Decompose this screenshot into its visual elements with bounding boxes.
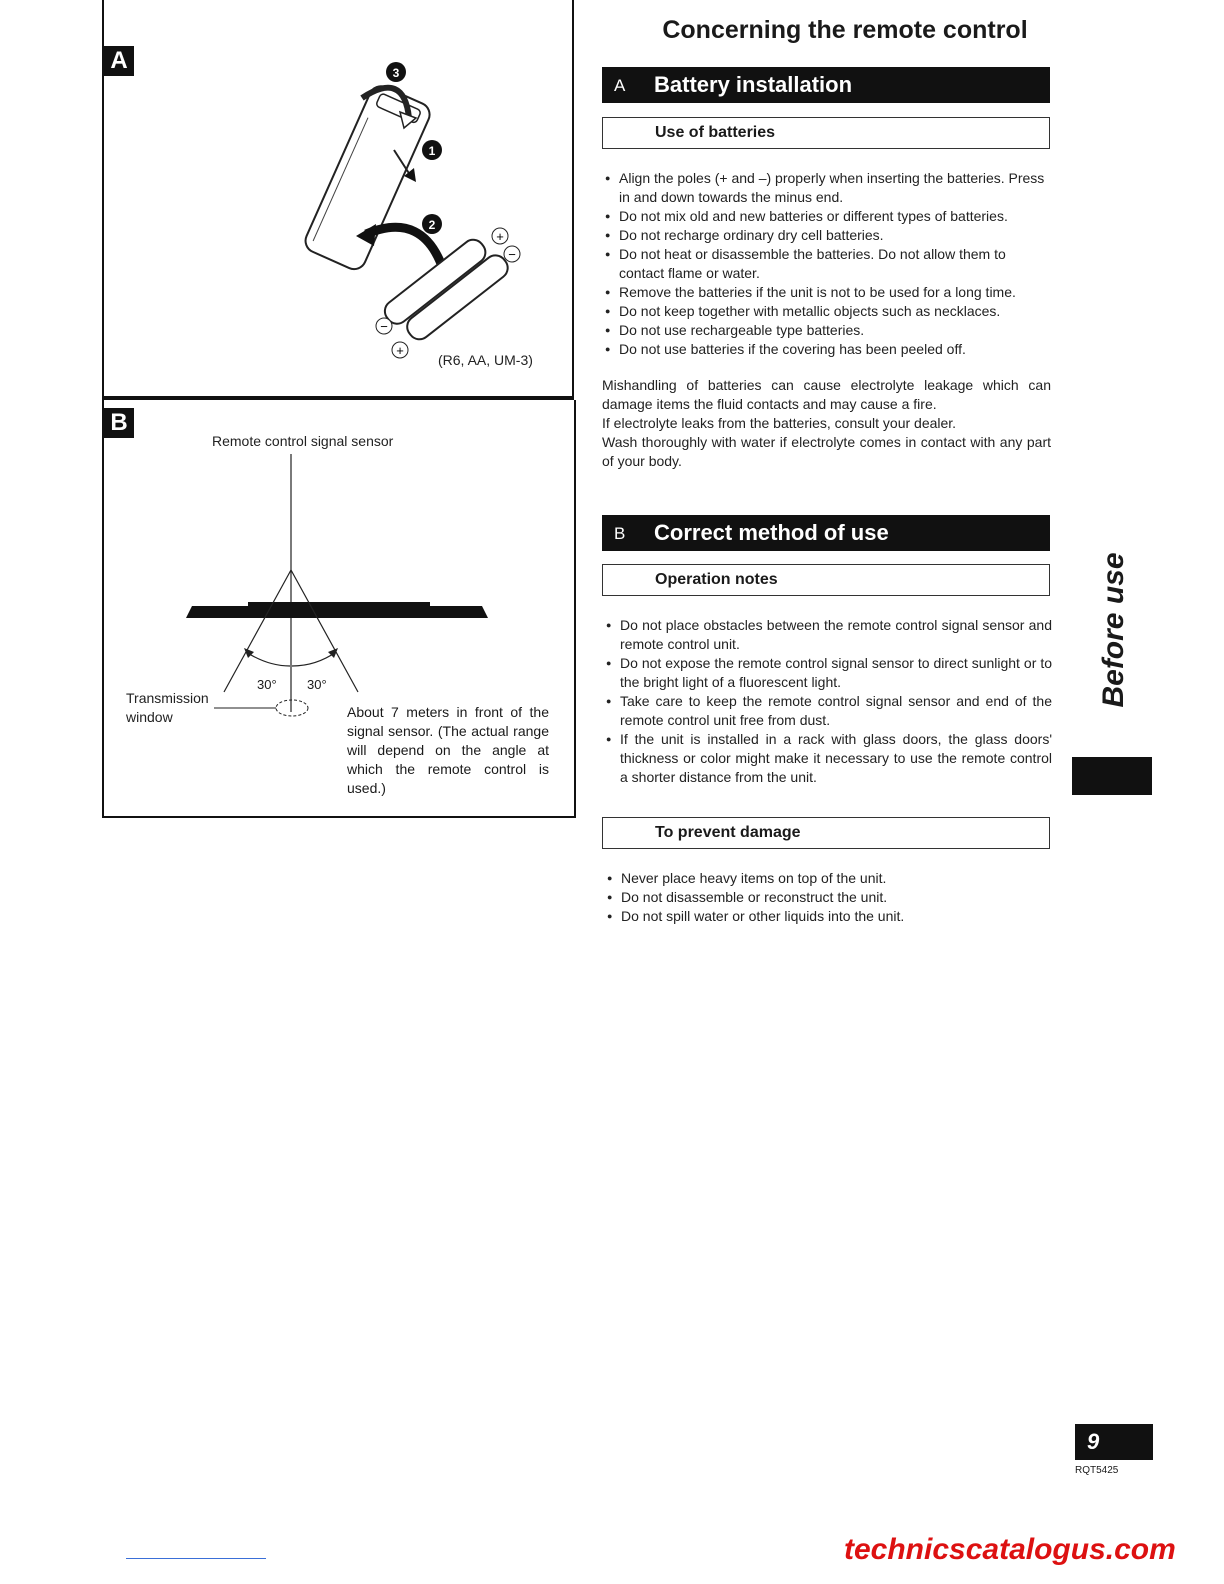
side-tab-label: Before use (1097, 552, 1130, 708)
footer-watermark: technicscatalogus.com (844, 1533, 1176, 1566)
warning-line: If electrolyte leaks from the batteries, consult your dealer. (602, 415, 957, 431)
panel-b-tag: B (104, 408, 134, 438)
page-number-text: 9 (1087, 1429, 1100, 1454)
svg-text:2: 2 (428, 218, 436, 232)
page-number (1075, 1424, 1153, 1460)
list-item: ● Do not spill water or other liquids into the unit. (605, 907, 1053, 926)
transmission-label-line1: Transmission (126, 690, 209, 706)
angle-right-label: 30° (307, 677, 327, 692)
battery-installation-illustration (104, 0, 574, 396)
use-of-batteries-heading (602, 117, 1050, 149)
battery-warning (602, 376, 1051, 471)
range-note: About 7 meters in front of the signal sensor. (The actual range will depend on the angle at which the remote control is used.) (347, 704, 549, 796)
angle-left-label: 30° (257, 677, 277, 692)
section-a-header (602, 67, 1050, 103)
section-a-title: Battery installation (654, 72, 853, 97)
list-item: ● Do not use batteries if the covering has been peeled off. (603, 340, 1051, 359)
warning-line: Mishandling of batteries can cause electrolyte leakage which can damage items the fluid contacts and may cause a fire. (602, 377, 1051, 412)
svg-text:+: + (496, 229, 504, 244)
document-code: RQT5425 (1075, 1465, 1119, 1476)
svg-text:1: 1 (428, 144, 436, 158)
list-item: ● Take care to keep the remote control signal sensor and end of the remote control unit free from dust. (604, 692, 1052, 730)
section-b-letter: B (614, 524, 626, 543)
list-item: ● Do not keep together with metallic objects such as necklaces. (603, 302, 1051, 321)
operation-notes-heading (602, 564, 1050, 596)
list-item: ● Align the poles (+ and –) properly when inserting the batteries. Press in and down towards the minus end. (603, 169, 1051, 207)
subheading-text: Operation notes (655, 571, 778, 588)
prevent-damage-heading (602, 817, 1050, 849)
page-title: Concerning the remote control (662, 16, 1028, 44)
transmission-label-line2: window (126, 709, 173, 725)
footer-rule (126, 1558, 266, 1559)
prevent-damage-list (605, 869, 1053, 926)
list-item: ● Do not recharge ordinary dry cell batteries. (603, 226, 1051, 245)
list-item: ● Do not heat or disassemble the batteries. Do not allow them to contact flame or water. (603, 245, 1051, 283)
list-item: ● Never place heavy items on top of the unit. (605, 869, 1053, 888)
list-item: ● Do not mix old and new batteries or different types of batteries. (603, 207, 1051, 226)
batteries-icon (380, 230, 512, 348)
subheading-text: Use of batteries (655, 124, 776, 141)
list-item: ● Do not place obstacles between the remote control signal sensor and remote control unit. (604, 616, 1052, 654)
section-b-header (602, 515, 1050, 551)
sensor-label: Remote control signal sensor (212, 433, 394, 449)
unit-front-panel (186, 602, 488, 618)
list-item: ● Do not use rechargeable type batteries. (603, 321, 1051, 340)
transmission-window-label (126, 689, 209, 727)
battery-type-label: (R6, AA, UM-3) (438, 352, 533, 368)
side-tab (1094, 540, 1134, 720)
subheading-text: To prevent damage (655, 824, 801, 841)
list-item: ● Do not disassemble or reconstruct the unit. (605, 888, 1053, 907)
insert-arrow-icon (366, 227, 444, 272)
list-item: ● Do not expose the remote control signal sensor to direct sunlight or to the bright light of a fluorescent light. (604, 654, 1052, 692)
operation-notes-list (604, 616, 1052, 787)
svg-text:+: + (396, 343, 404, 358)
svg-text:−: − (380, 319, 388, 334)
battery-bullet-list (603, 169, 1051, 359)
list-item: ● If the unit is installed in a rack with glass doors, the glass doors' thickness or color might make it necessary to use the remote control a shorter distance from the unit. (604, 730, 1052, 787)
figure-panel-a (102, 0, 574, 400)
panel-a-tag: A (104, 46, 134, 76)
list-item: ● Remove the batteries if the unit is not to be used for a long time. (603, 283, 1051, 302)
svg-text:3: 3 (392, 66, 400, 80)
warning-line: Wash thoroughly with water if electrolyte comes in contact with any part of your body. (602, 434, 1051, 469)
section-a-letter: A (614, 76, 626, 95)
side-tab-marker (1072, 757, 1152, 795)
svg-text:−: − (508, 247, 516, 262)
remote-transmission-window-icon (276, 700, 308, 716)
section-b-title: Correct method of use (654, 520, 889, 545)
